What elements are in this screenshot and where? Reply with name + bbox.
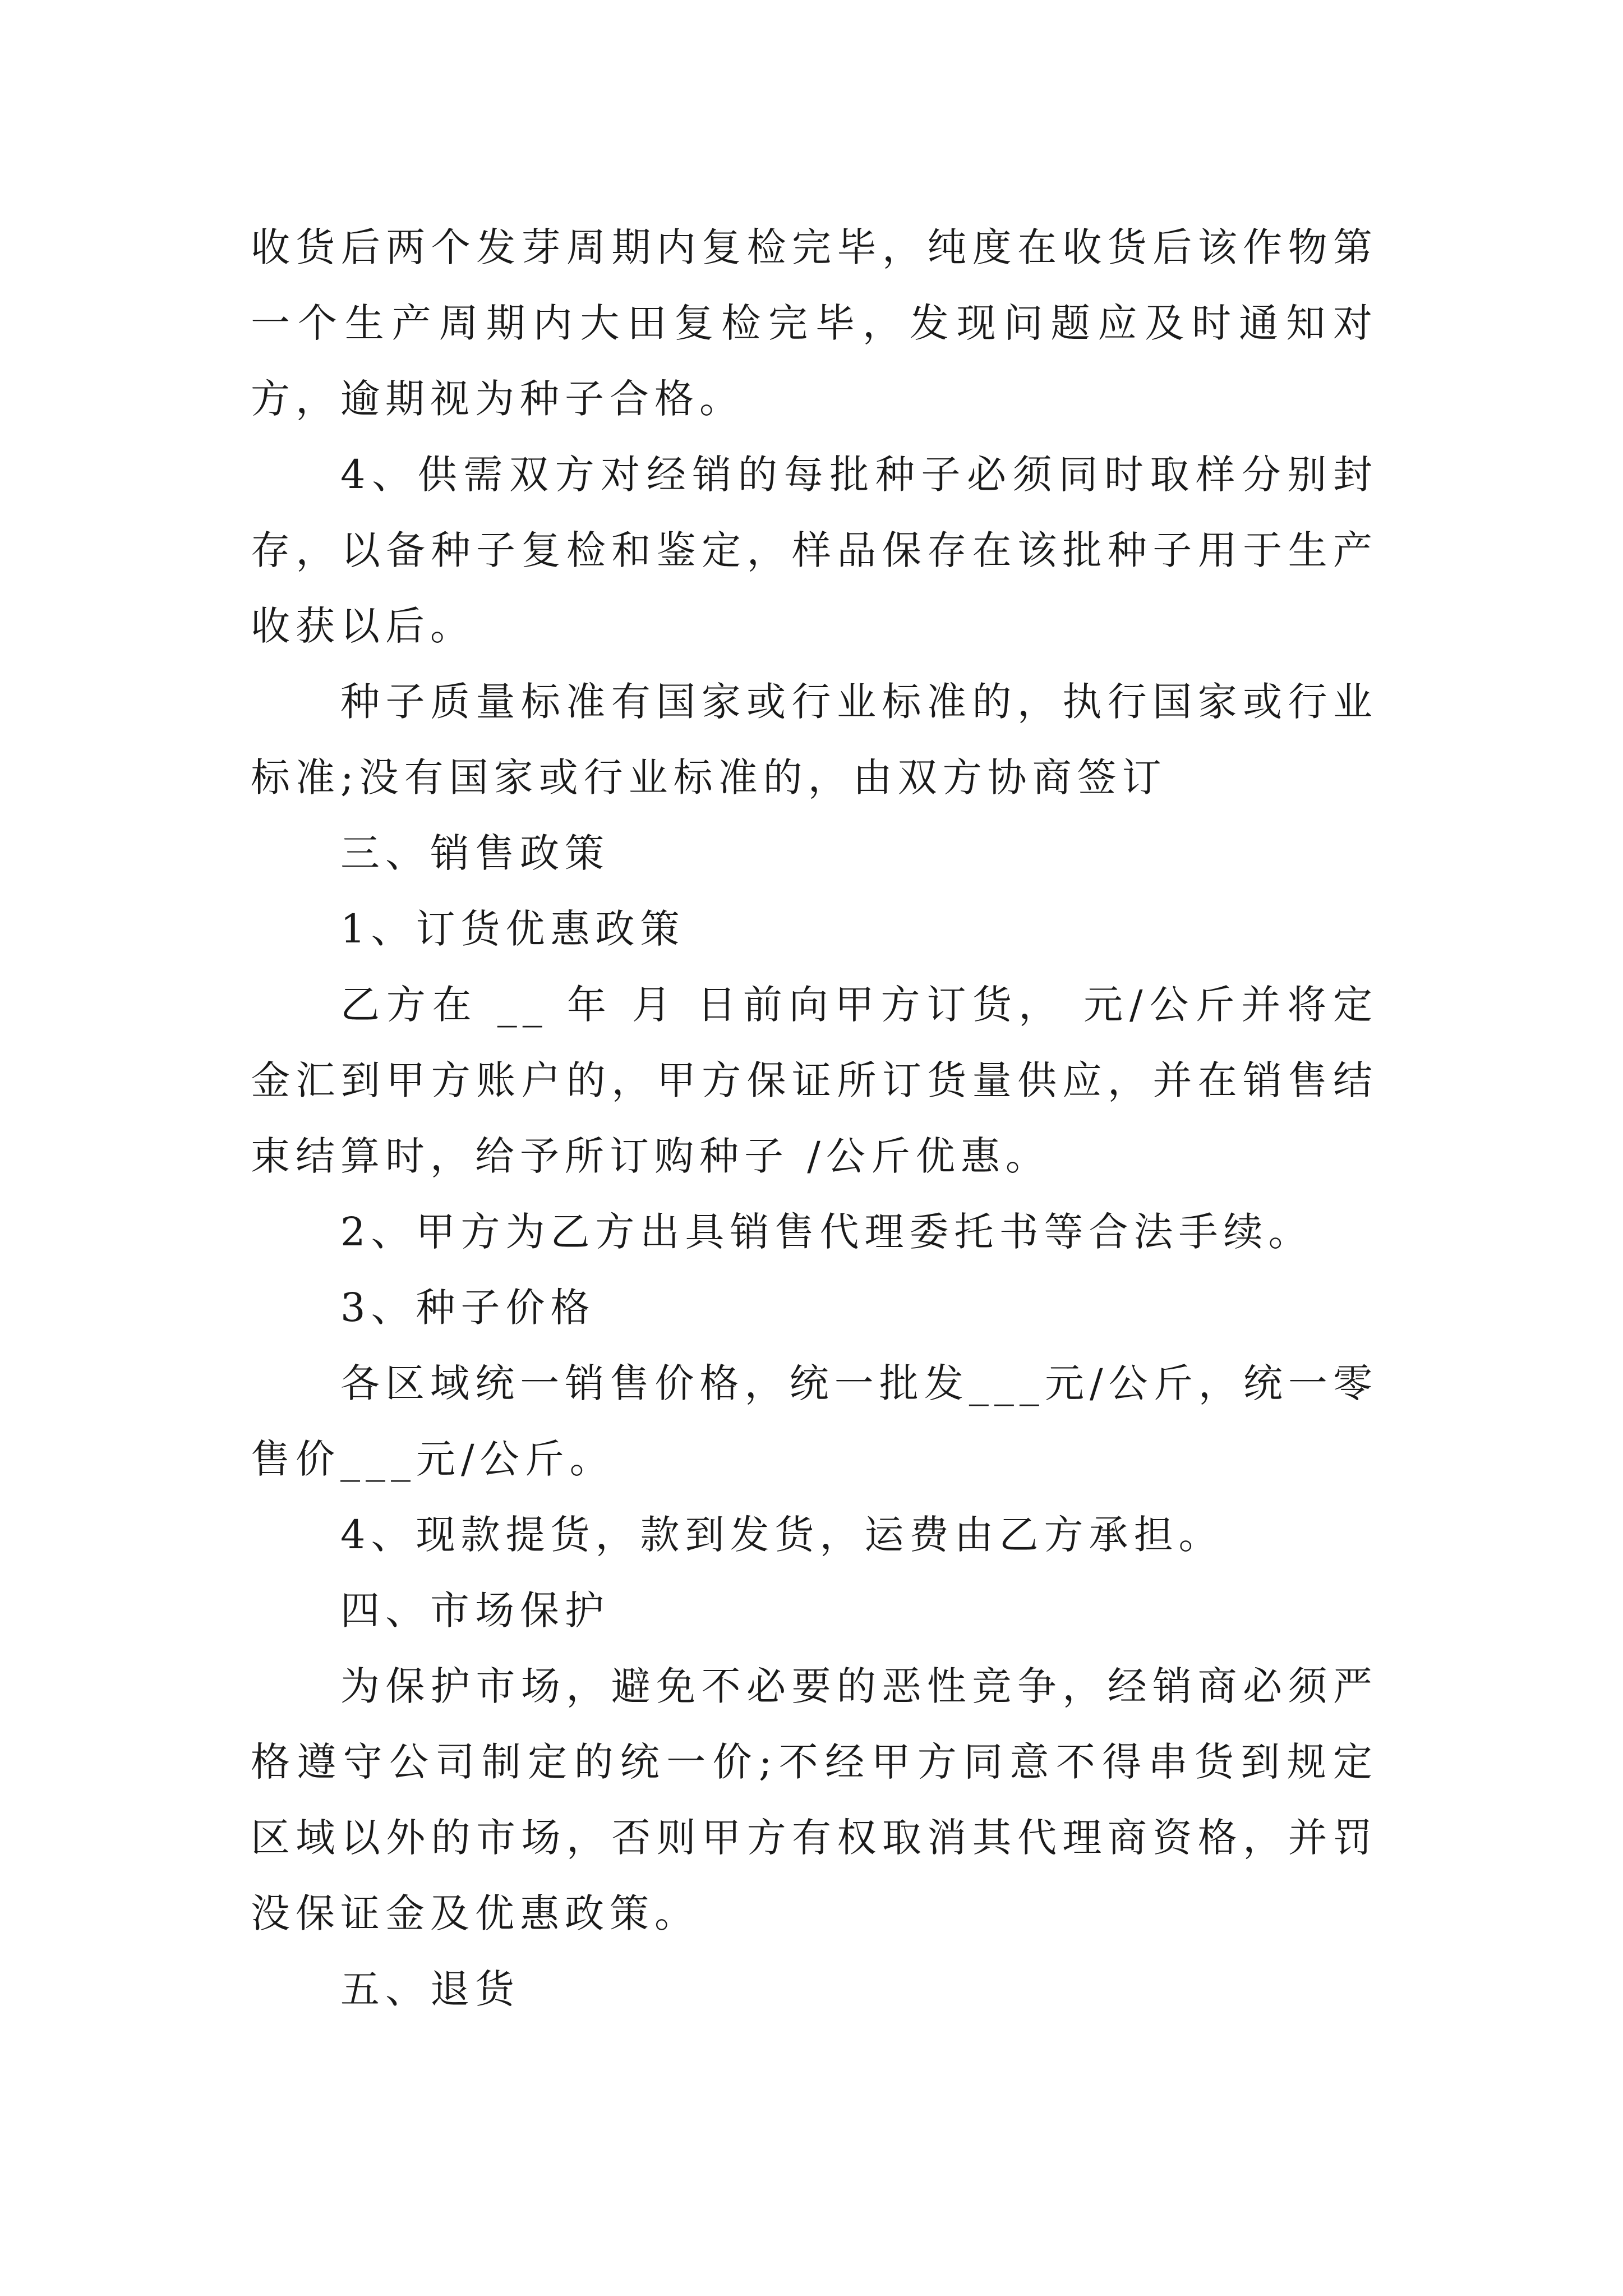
section-heading-returns: 五、退货 [340,1966,520,2012]
paragraph-quality-standard: 种子质量标准有国家或行业标准的，执行国家或行业标准;没有国家或行业标准的，由双方协商签订 [251,679,1378,800]
paragraph-cash-delivery: 4、现款提货，款到发货，运费由乙方承担。 [340,1512,1224,1558]
section-heading-market-protection: 四、市场保护 [340,1588,610,1634]
paragraph-unified-price: 各区域统一销售价格，统一批发___元/公斤，统一零售价___元/公斤。 [251,1360,1378,1482]
paragraph-market-protection: 为保护市场，避免不必要的恶性竞争，经销商必须严格遵守公司制定的统一价;不经甲方同意不得串货到规定区域以外的市场，否则甲方有权取消其代理商资格，并罚没保证金及优惠政策。 [251,1663,1378,1936]
document-body [251,210,1378,2027]
paragraph-order-terms: 乙方在 __ 年 月 日前向甲方订货， 元/公斤并将定金汇到甲方账户的，甲方保证所订货量供应，并在销售结束结算时，给予所订购种子 /公斤优惠。 [251,982,1378,1179]
subheading-order-discount: 1、订货优惠政策 [340,906,685,952]
paragraph-sample-sealing: 4、供需双方对经销的每批种子必须同时取样分别封存，以备种子复检和鉴定，样品保存在该批种子用于生产收获以后。 [251,452,1378,649]
paragraph-continued-inspection: 收货后两个发芽周期内复检完毕，纯度在收货后该作物第一个生产周期内大田复检完毕，发现问题应及时通知对方，逾期视为种子合格。 [251,224,1378,422]
section-heading-sales-policy: 三、销售政策 [340,830,610,876]
subheading-seed-price: 3、种子价格 [340,1285,596,1331]
paragraph-agency-authorization: 2、甲方为乙方出具销售代理委托书等合法手续。 [340,1209,1313,1255]
